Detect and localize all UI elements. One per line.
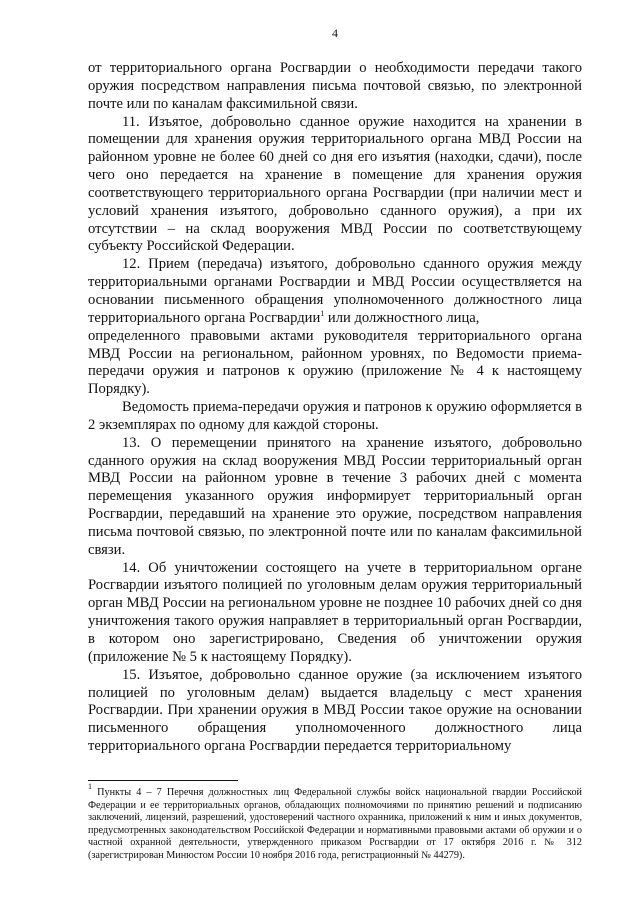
paragraph-14: 14. Об уничтожении состоящего на учете в территориальном органе Росгвардии изъятого полицией по уголовным делам оружия территориальный орган МВД России на региональном уровне не позднее 10 рабочих дней со дня уничтожения такого оружия направляет в территориальный орган Росгвардии, в котором оно зарегистрировано, Сведения об уничтожении оружия (приложение № 5 к настоящему Порядку). xyxy=(88,559,582,665)
paragraph-12-continuation: определенного правовыми актами руководителя территориального органа МВД России на региональном, районном уровнях, по Ведомости приема-передачи оружия и патронов к оружию (приложение № 4 к настоящему Порядку). xyxy=(88,327,582,398)
page-number: 4 xyxy=(332,26,338,40)
document-body xyxy=(88,60,582,756)
paragraph-15: 15. Изъятое, добровольно сданное оружие (за исключением изъятого полицией по уголовным делам) выдается владельцу с мест хранения Росгвардии. При хранении оружия в МВД России такое оружие на основании письменного обращения уполномоченного должностного лица территориального органа Росгвардии передается территориальному xyxy=(88,666,582,755)
paragraph-12-text-end: или должностного лица, xyxy=(324,309,480,326)
paragraph-continuation: от территориального органа Росгвардии о необходимости передачи такого оружия посредством направления письма почтовой связью, по электронной почте или по каналам факсимильной связи. xyxy=(88,60,582,112)
paragraph-12-text-start: 12. Прием (передача) изъятого, добровольно сданного оружия между территориальными органами Росгвардии и МВД России осуществляется на основании письменного обращения уполномоченного должностного лица территориального органа Росгвардии xyxy=(88,256,582,326)
paragraph-13: 13. О перемещении принятого на хранение изъятого, добровольно сданного оружия на склад вооружения МВД России территориальный орган МВД России на районном уровне в течение 3 рабочих дней с момента перемещения указанного оружия информирует территориальный орган Росгвардии, передавший на хранение это оружие, посредством направления письма почтовой связью, по электронной почте или по каналам факсимильной связи. xyxy=(88,434,582,558)
footnote xyxy=(88,781,582,863)
footnote-mark: 1 xyxy=(88,781,92,791)
footnote-text: Пункты 4 – 7 Перечня должностных лиц Федеральной службы войск национальной гвардии Российской Федерации и ее территориальных органов, обладающих полномочиями по принятию решений и подписанию заключений, лицензий, разрешений, удостоверений частного охранника, приложений к ним и иных документов, предусмотренных законодательством Российской Федерации и нормативными правовыми актами об оружии и о частной охранной деятельности, утвержденного приказом Росгвардии от 17 октября 2016 г. № 312 (зарегистрирован Минюстом России 10 ноября 2016 года, регистрационный № 44279). xyxy=(88,786,582,861)
footnote-divider xyxy=(88,780,238,781)
paragraph-statement: Ведомость приема-передачи оружия и патронов к оружию оформляется в 2 экземплярах по одному для каждой стороны. xyxy=(88,399,582,433)
paragraph-11: 11. Изъятое, добровольно сданное оружие находится на хранении в помещении для хранения оружия территориального органа МВД России на районном уровне не более 60 дней со дня его изъятия (находки, сдачи), после чего оно передается на хранение в помещение для хранения оружия соответствующего территориального органа Росгвардии (при наличии мест и условий хранения изъятого, добровольно сданного оружия), а при их отсутствии – на склад вооружения МВД России по соответствующему субъекту Российской Федерации. xyxy=(88,113,582,255)
paragraph-12 xyxy=(88,256,582,327)
footnote-reference[interactable]: 1 xyxy=(320,308,325,318)
